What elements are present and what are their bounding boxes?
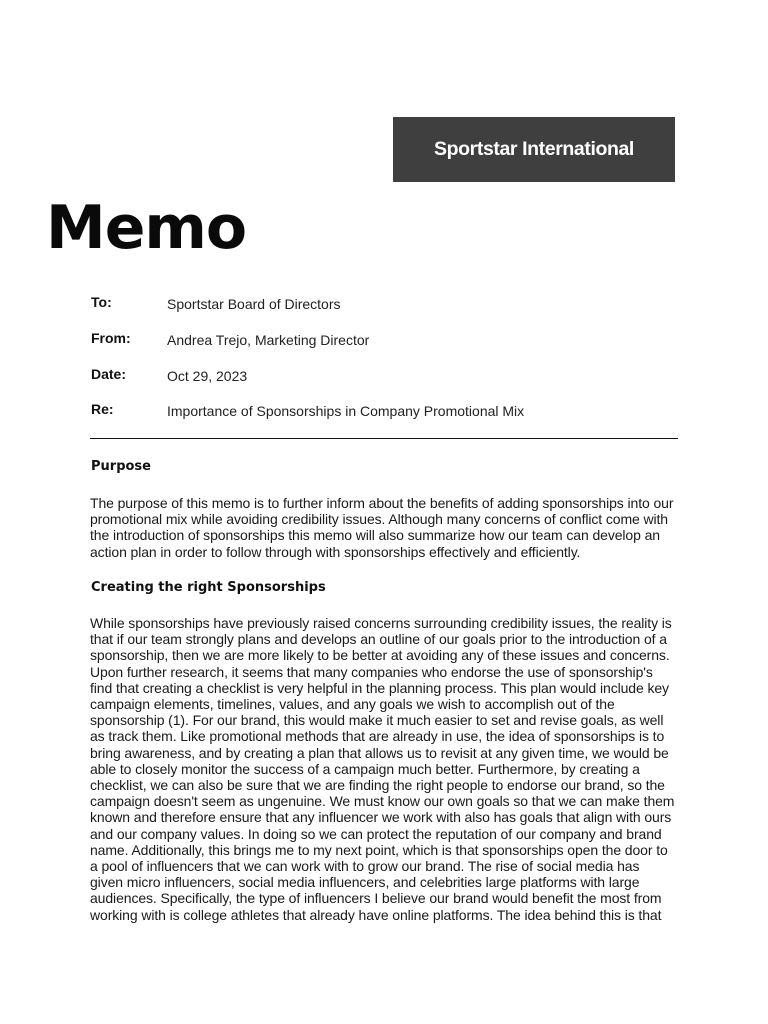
paragraph-line: find that creating a checklist is very helpful in the planning process. This plan would include key: [90, 679, 669, 696]
paragraph-line: sponsorship, then we are more likely to be better at avoiding any of these issues and concerns.: [90, 647, 670, 664]
header-divider: [90, 438, 678, 439]
sponsorships-paragraph: [90, 615, 690, 923]
purpose-heading: Purpose: [91, 459, 151, 474]
re-value: Importance of Sponsorships in Company Promotional Mix: [167, 403, 525, 419]
purpose-paragraph: [90, 495, 690, 560]
date-row: [91, 367, 681, 387]
paragraph-line: a pool of influencers that we can work with to grow our brand. The rise of social media has: [90, 858, 640, 875]
paragraph-line: campaign elements, timelines, values, and any goals we wish to accomplish out of the: [90, 696, 615, 713]
sponsorships-heading: Creating the right Sponsorships: [91, 580, 326, 595]
re-label: Re:: [91, 401, 114, 417]
paragraph-line: Upon further research, it seems that many companies who endorse the use of sponsorship's: [90, 663, 653, 680]
paragraph-line: campaign doesn't seem as ungenuine. We must know our own goals so that we can make them: [90, 793, 675, 810]
paragraph-line: promotional mix while avoiding credibility issues. Although many concerns of conflict come with: [90, 511, 668, 528]
from-value: Andrea Trejo, Marketing Director: [167, 332, 370, 348]
paragraph-line: known and therefore ensure that any influencer we work with also has goals that align with ours: [90, 809, 672, 826]
paragraph-line: able to closely monitor the success of a campaign much better. Furthermore, by creating a: [90, 760, 640, 777]
from-label: From:: [91, 330, 131, 346]
company-name: Sportstar International: [434, 138, 634, 160]
paragraph-line: given micro influencers, social media influencers, and celebrities large platforms with large: [90, 874, 640, 891]
paragraph-line: as track them. Like promotional methods that are already in use, the idea of sponsorships is to: [90, 728, 665, 745]
memo-title: Memo: [46, 193, 247, 263]
paragraph-line: While sponsorships have previously raised concerns surrounding credibility issues, the reality is: [90, 615, 672, 631]
paragraph-line: working with is college athletes that already have online platforms. The idea behind this is that: [90, 906, 662, 923]
to-row: [91, 295, 681, 315]
paragraph-line: and our company values. In doing so we can protect the reputation of our company and brand: [90, 825, 662, 842]
paragraph-line: checklist, we can also be sure that we are finding the right people to endorse our brand, so the: [90, 777, 665, 794]
paragraph-line: name. Additionally, this brings me to my next point, which is that sponsorships open the door to: [90, 841, 668, 858]
paragraph-line: action plan in order to follow through with sponsorships effectively and efficiently.: [90, 543, 581, 560]
date-label: Date:: [91, 366, 127, 382]
paragraph-line: the introduction of sponsorships this memo will also summarize how our team can develop an: [90, 527, 660, 544]
paragraph-line: bring awareness, and by creating a plan that allows us to revisit at any given time, we would be: [90, 744, 669, 761]
to-value: Sportstar Board of Directors: [167, 296, 341, 312]
paragraph-line: audiences. Specifically, the type of influencers I believe our brand would benefit the most from: [90, 890, 662, 907]
paragraph-line: sponsorship (1). For our brand, this would make it much easier to set and revise goals, as well: [90, 712, 664, 729]
re-row: [91, 402, 681, 422]
from-row: [91, 331, 681, 351]
paragraph-line: The purpose of this memo is to further inform about the benefits of adding sponsorships into our: [90, 495, 674, 511]
to-label: To:: [91, 294, 112, 310]
date-value: Oct 29, 2023: [167, 368, 248, 384]
company-name-banner: [393, 117, 675, 182]
paragraph-line: that if our team strongly plans and develops an outline of our goals prior to the introduction of a: [90, 631, 667, 648]
